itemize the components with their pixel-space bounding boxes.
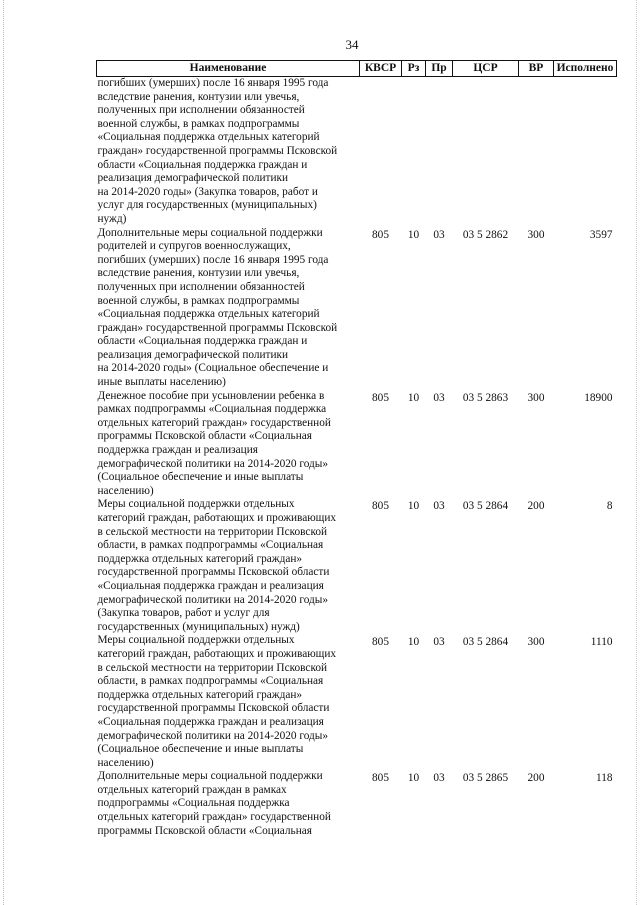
cell-kvsr bbox=[360, 77, 402, 227]
cell-name bbox=[97, 390, 360, 499]
cell-csr: 03 5 2864 bbox=[462, 500, 509, 513]
header-pr: Пр bbox=[426, 61, 453, 77]
name-line: вследствие ранения, контузии или увечья, bbox=[97, 267, 300, 280]
cell-isp: 18900 bbox=[584, 391, 613, 404]
table-row bbox=[97, 227, 617, 390]
name-line: области «Социальная поддержка граждан и bbox=[97, 158, 308, 171]
name-line: области, в рамках подпрограммы «Социальная bbox=[97, 539, 324, 552]
header-kvsr: КВСР bbox=[360, 61, 402, 77]
table-row bbox=[97, 498, 617, 634]
header-vr: ВР bbox=[519, 61, 554, 77]
name-line: военной службы, в рамках подпрограммы bbox=[97, 294, 300, 307]
cell-isp bbox=[554, 77, 617, 227]
name-line: Дополнительные меры социальной поддержки bbox=[97, 226, 323, 239]
name-line: вследствие ранения, контузии или увечья, bbox=[97, 90, 300, 103]
name-line: государственной программы Псковской области bbox=[97, 702, 330, 715]
cell-isp: 118 bbox=[595, 772, 613, 785]
cell-kvsr: 805 bbox=[372, 391, 389, 404]
cell-kvsr: 805 bbox=[372, 500, 389, 513]
name-line: услуг для государственных (муниципальных) bbox=[97, 199, 317, 212]
cell-vr: 300 bbox=[527, 228, 545, 241]
name-line: поддержка отдельных категорий граждан» bbox=[97, 688, 303, 701]
name-line: «Социальная поддержка граждан и реализация bbox=[97, 579, 324, 592]
name-line: государственной программы Псковской области bbox=[97, 566, 330, 579]
cell-isp: 3597 bbox=[589, 228, 613, 241]
name-line: полученных при исполнении обязанностей bbox=[97, 104, 305, 117]
name-line: в сельской местности на территории Псковской bbox=[97, 661, 328, 674]
cell-csr: 03 5 2864 bbox=[462, 636, 509, 649]
cell-pr: 03 bbox=[433, 228, 445, 241]
cell-name bbox=[97, 770, 360, 838]
name-line: населению) bbox=[97, 756, 154, 769]
name-line: в сельской местности на территории Псковской bbox=[97, 525, 328, 538]
cell-pr bbox=[426, 77, 453, 227]
table-row bbox=[97, 770, 617, 838]
name-line: Меры социальной поддержки отдельных bbox=[97, 498, 295, 511]
scan-right-edge bbox=[636, 0, 637, 905]
name-line: Меры социальной поддержки отдельных bbox=[97, 634, 295, 647]
name-line: полученных при исполнении обязанностей bbox=[97, 280, 305, 293]
table-row bbox=[97, 77, 617, 227]
cell-vr: 200 bbox=[527, 500, 545, 513]
name-line: поддержка граждан и реализация bbox=[97, 444, 258, 457]
cell-vr bbox=[519, 77, 554, 227]
cell-name bbox=[97, 227, 360, 390]
name-line: «Социальная поддержка отдельных категорий bbox=[97, 131, 320, 144]
cell-rz: 10 bbox=[407, 636, 420, 649]
name-line: граждан» государственной программы Псковской bbox=[97, 321, 338, 334]
cell-rz: 10 bbox=[407, 228, 420, 241]
budget-table-container bbox=[96, 60, 616, 838]
name-line: области, в рамках подпрограммы «Социальная bbox=[97, 675, 324, 688]
name-line: подпрограммы «Социальная поддержка bbox=[97, 797, 290, 810]
name-line: демографической политики на 2014-2020 годы» bbox=[97, 729, 329, 742]
name-line: «Социальная поддержка граждан и реализация bbox=[97, 715, 324, 728]
table-body bbox=[97, 77, 617, 839]
cell-rz bbox=[402, 77, 426, 227]
cell-rz: 10 bbox=[407, 500, 420, 513]
cell-csr: 03 5 2863 bbox=[462, 391, 509, 404]
header-rz: Рз bbox=[402, 61, 426, 77]
name-line: родителей и супругов военнослужащих, bbox=[97, 240, 291, 253]
name-line: погибших (умерших) после 16 января 1995 года bbox=[97, 77, 329, 89]
name-line: области «Социальная поддержка граждан и bbox=[97, 335, 308, 348]
cell-csr: 03 5 2865 bbox=[462, 772, 509, 785]
name-line: категорий граждан, работающих и проживающих bbox=[97, 647, 337, 660]
name-line: (Социальное обеспечение и иные выплаты bbox=[97, 471, 304, 484]
cell-kvsr: 805 bbox=[372, 228, 389, 241]
cell-vr: 200 bbox=[527, 772, 545, 785]
page-number: 34 bbox=[345, 37, 359, 52]
cell-pr: 03 bbox=[433, 500, 445, 513]
budget-table bbox=[96, 60, 617, 838]
name-line: категорий граждан, работающих и проживающих bbox=[97, 512, 337, 524]
cell-pr: 03 bbox=[433, 636, 445, 649]
name-line: граждан» государственной программы Псковской bbox=[97, 144, 338, 157]
name-line: отдельных категорий граждан» государственной bbox=[97, 811, 331, 824]
name-line: демографической политики на 2014-2020 годы» bbox=[97, 593, 329, 606]
header-name: Наименование bbox=[97, 61, 360, 77]
cell-csr: 03 5 2862 bbox=[462, 228, 509, 241]
name-line: Денежное пособие при усыновлении ребенка в bbox=[97, 389, 325, 402]
scan-left-edge bbox=[3, 0, 4, 905]
name-line: отдельных категорий граждан в рамках bbox=[97, 783, 287, 796]
cell-pr: 03 bbox=[433, 772, 445, 785]
name-line: реализация демографической политики bbox=[97, 348, 289, 361]
cell-rz: 10 bbox=[407, 772, 420, 785]
name-line: нужд) bbox=[97, 212, 127, 225]
cell-vr: 300 bbox=[527, 391, 545, 404]
cell-kvsr: 805 bbox=[372, 636, 389, 649]
name-line: программы Псковской области «Социальная bbox=[97, 824, 312, 837]
cell-rz: 10 bbox=[407, 391, 420, 404]
name-line: отдельных категорий граждан» государственной bbox=[97, 416, 331, 429]
cell-name bbox=[97, 498, 360, 634]
table-row bbox=[97, 390, 617, 499]
table-header bbox=[97, 61, 617, 77]
name-line: демографической политики на 2014-2020 годы» bbox=[97, 457, 329, 470]
name-line: военной службы, в рамках подпрограммы bbox=[97, 117, 300, 130]
cell-kvsr: 805 bbox=[372, 772, 389, 785]
name-line: (Закупка товаров, работ и услуг для bbox=[97, 607, 270, 620]
header-row bbox=[97, 61, 617, 77]
table-row bbox=[97, 634, 617, 770]
cell-pr: 03 bbox=[433, 391, 445, 404]
cell-name bbox=[97, 634, 360, 770]
name-line: (Социальное обеспечение и иные выплаты bbox=[97, 743, 304, 756]
name-line: программы Псковской области «Социальная bbox=[97, 430, 312, 443]
name-line: рамках подпрограммы «Социальная поддержка bbox=[97, 403, 327, 416]
name-line: иные выплаты населению) bbox=[97, 376, 226, 389]
name-line: «Социальная поддержка отдельных категорий bbox=[97, 308, 320, 321]
cell-csr bbox=[453, 77, 519, 227]
cell-isp: 1110 bbox=[590, 636, 613, 649]
name-line: на 2014-2020 годы» (Социальное обеспечение и bbox=[97, 362, 329, 375]
cell-isp: 8 bbox=[606, 500, 613, 513]
name-line: погибших (умерших) после 16 января 1995 года bbox=[97, 253, 329, 266]
header-csr: ЦСР bbox=[453, 61, 519, 77]
name-line: государственных (муниципальных) нужд) bbox=[97, 620, 300, 633]
name-line: населению) bbox=[97, 484, 154, 497]
name-line: на 2014-2020 годы» (Закупка товаров, работ и bbox=[97, 185, 318, 198]
header-isp: Исполнено bbox=[554, 61, 617, 77]
name-line: поддержка отдельных категорий граждан» bbox=[97, 552, 303, 565]
name-line: реализация демографической политики bbox=[97, 172, 289, 185]
cell-name bbox=[97, 77, 360, 227]
cell-vr: 300 bbox=[527, 636, 545, 649]
name-line: Дополнительные меры социальной поддержки bbox=[97, 770, 323, 783]
